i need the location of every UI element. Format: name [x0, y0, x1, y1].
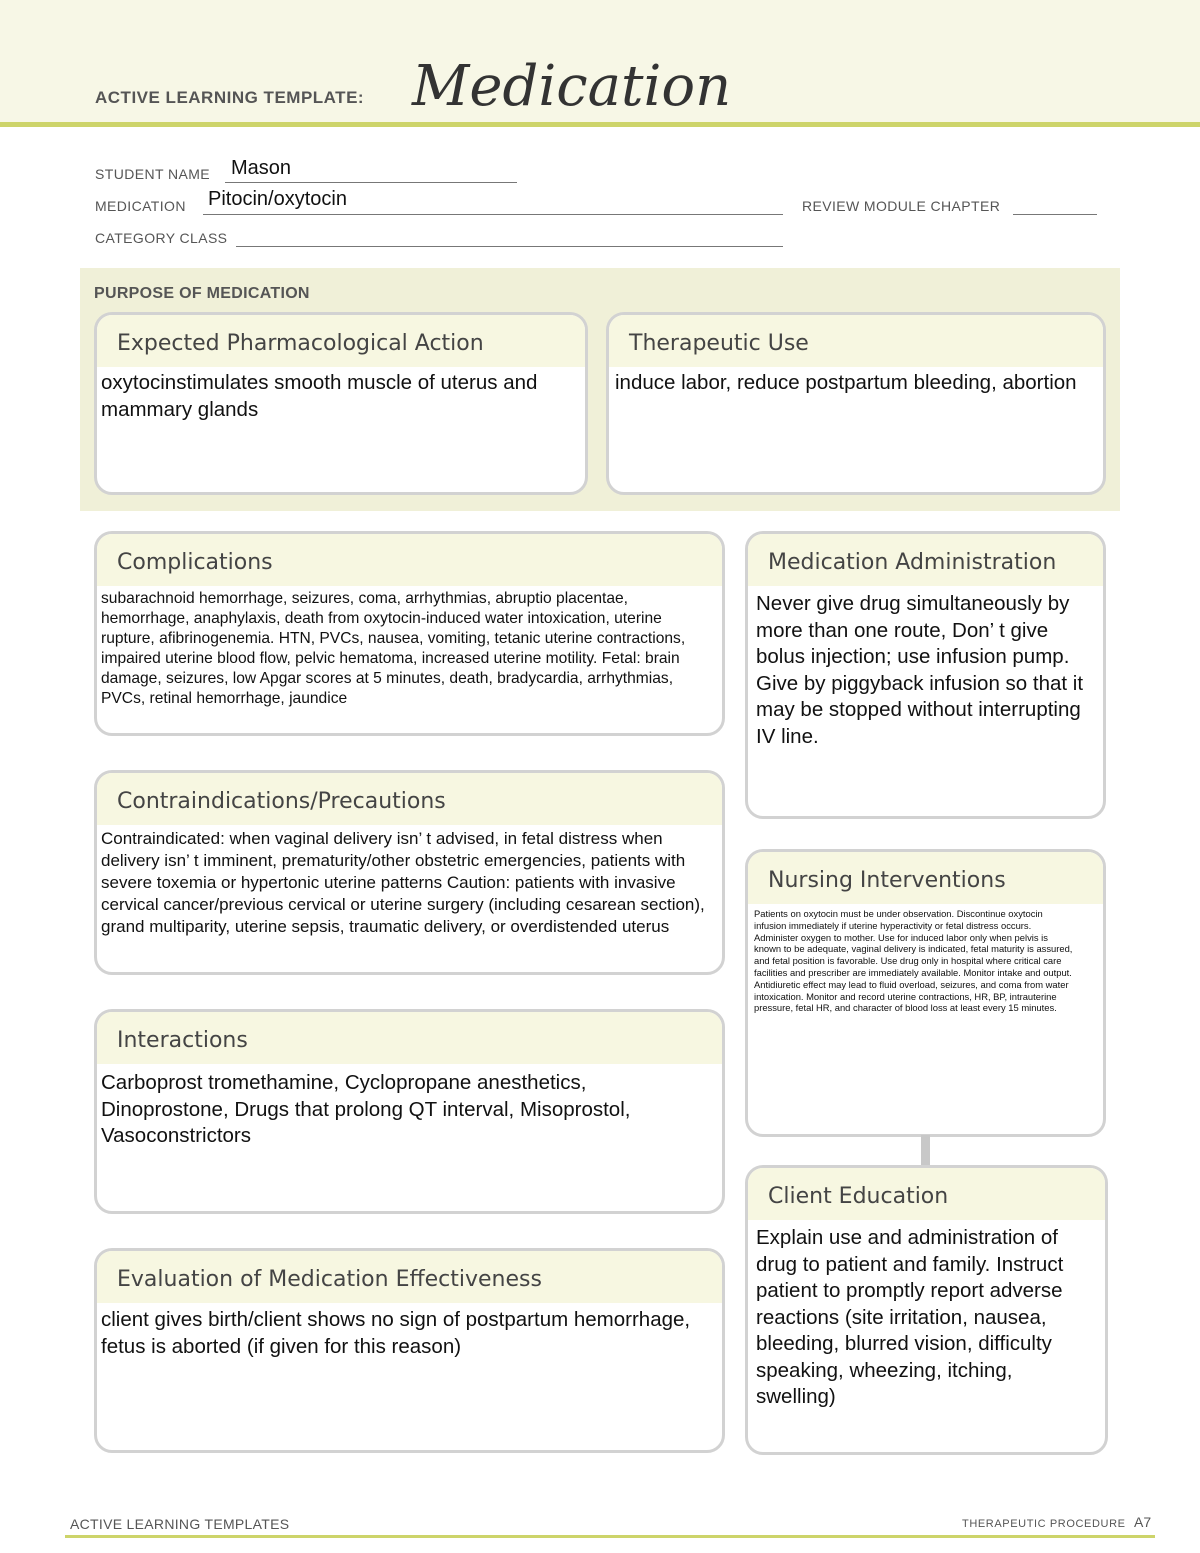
- nursing-interventions-card: [745, 849, 1106, 1137]
- interactions-text[interactable]: Carboprost tromethamine, Cyclopropane anesthetics, Dinoprostone, Drugs that prolong QT interval, Misoprostol, Vasoconstrictors: [101, 1071, 631, 1147]
- medication-field[interactable]: Pitocin/oxytocin: [208, 188, 347, 210]
- review-module-field[interactable]: [1013, 214, 1097, 215]
- page-number: A7: [1134, 1514, 1152, 1530]
- footer-right-label: THERAPEUTIC PROCEDURE: [962, 1518, 1126, 1530]
- client-education-card: [745, 1165, 1108, 1455]
- category-class-field[interactable]: [236, 246, 783, 247]
- purpose-title: PURPOSE OF MEDICATION: [94, 285, 310, 302]
- student-name-line: [225, 182, 517, 183]
- footer-divider: [65, 1535, 1155, 1538]
- evaluation-heading: Evaluation of Medication Effectiveness: [97, 1251, 722, 1303]
- medication-administration-card: [745, 531, 1106, 819]
- nursing-interventions-text[interactable]: Patients on oxytocin must be under observation. Discontinue oxytocin infusion immediately if uterine hyperactivity or fetal distress occurs. Administer oxygen to mother. Use for induced labor only when pelvis is known to be adequate, vaginal delivery is indicated, fetal maturity is assured, and fetal position is favorable. Use drug only in hospital where critical care facilities and prescriber are immediately available. Monitor intake and output. Antidiuretic effect may lead to fluid overload, seizures, and coma from water intoxication. Monitor and record uterine contractions, HR, BP, intrauterine pressure, fetal HR, and character of blood loss at least every 15 minutes.: [754, 908, 1073, 1014]
- medication-line: [203, 214, 783, 215]
- expected-action-card: [94, 312, 588, 495]
- therapeutic-use-card: [606, 312, 1106, 495]
- student-name-label: STUDENT NAME: [95, 166, 210, 182]
- complications-heading: Complications: [97, 534, 722, 586]
- category-class-label: CATEGORY CLASS: [95, 230, 228, 246]
- interactions-heading: Interactions: [97, 1012, 722, 1064]
- interactions-card: [94, 1009, 725, 1214]
- contraindications-heading: Contraindications/Precautions: [97, 773, 722, 825]
- template-title: Medication: [412, 54, 732, 119]
- student-name-field[interactable]: Mason: [231, 157, 292, 179]
- evaluation-card: [94, 1248, 725, 1453]
- template-label: ACTIVE LEARNING TEMPLATE:: [95, 88, 365, 107]
- expected-action-text[interactable]: oxytocinstimulates smooth muscle of uterus and mammary glands: [101, 371, 538, 421]
- therapeutic-use-heading: Therapeutic Use: [609, 315, 1103, 367]
- complications-card: [94, 531, 725, 736]
- client-education-text[interactable]: Explain use and administration of drug to patient and family. Instruct patient to promptly report adverse reactions (site irritation, nausea, bleeding, blurred vision, difficulty speaking, wheezing, itching, swelling): [756, 1226, 1064, 1408]
- evaluation-text[interactable]: client gives birth/client shows no sign of postpartum hemorrhage, fetus is aborted (if given for this reason): [101, 1308, 691, 1358]
- medication-administration-heading: Medication Administration: [748, 534, 1103, 586]
- nursing-interventions-heading: Nursing Interventions: [748, 852, 1103, 904]
- contraindications-text[interactable]: Contraindicated: when vaginal delivery isn’ t advised, in fetal distress when delivery isn’ t imminent, prematurity/other obstetric emergencies, patients with severe toxemia or hypertonic uterine patterns Caution: patients with invasive cervical cancer/previous cervical or uterine surgery (including cesarean section), grand multiparity, uterine sepsis, traumatic delivery, or overdistended uterus: [101, 829, 705, 936]
- client-education-heading: Client Education: [748, 1168, 1105, 1220]
- medication-administration-text[interactable]: Never give drug simultaneously by more than one route, Don’ t give bolus injection; use infusion pump. Give by piggyback infusion so that it may be stopped without interrupting IV line.: [756, 592, 1084, 748]
- review-module-label: REVIEW MODULE CHAPTER: [802, 198, 1001, 214]
- therapeutic-use-text[interactable]: induce labor, reduce postpartum bleeding, abortion: [615, 371, 1077, 394]
- medication-label: MEDICATION: [95, 198, 186, 214]
- complications-text[interactable]: subarachnoid hemorrhage, seizures, coma, arrhythmias, abruptio placentae, hemorrhage, anaphylaxis, death from oxytocin-induced water intoxication, uterine rupture, afibrinogenemia. HTN, PVCs, nausea, vomiting, tetanic uterine contractions, impaired uterine blood flow, pelvic hematoma, increased uterine motility. Fetal: brain damage, seizures, low Apgar scores at 5 minutes, death, bradycardia, arrhythmias, PVCs, retinal hemorrhage, jaundice: [101, 590, 686, 707]
- contraindications-card: [94, 770, 725, 975]
- expected-action-heading: Expected Pharmacological Action: [97, 315, 585, 367]
- footer-left-label: ACTIVE LEARNING TEMPLATES: [70, 1516, 290, 1532]
- header-divider: [0, 122, 1200, 127]
- connector-bar: [921, 1135, 930, 1167]
